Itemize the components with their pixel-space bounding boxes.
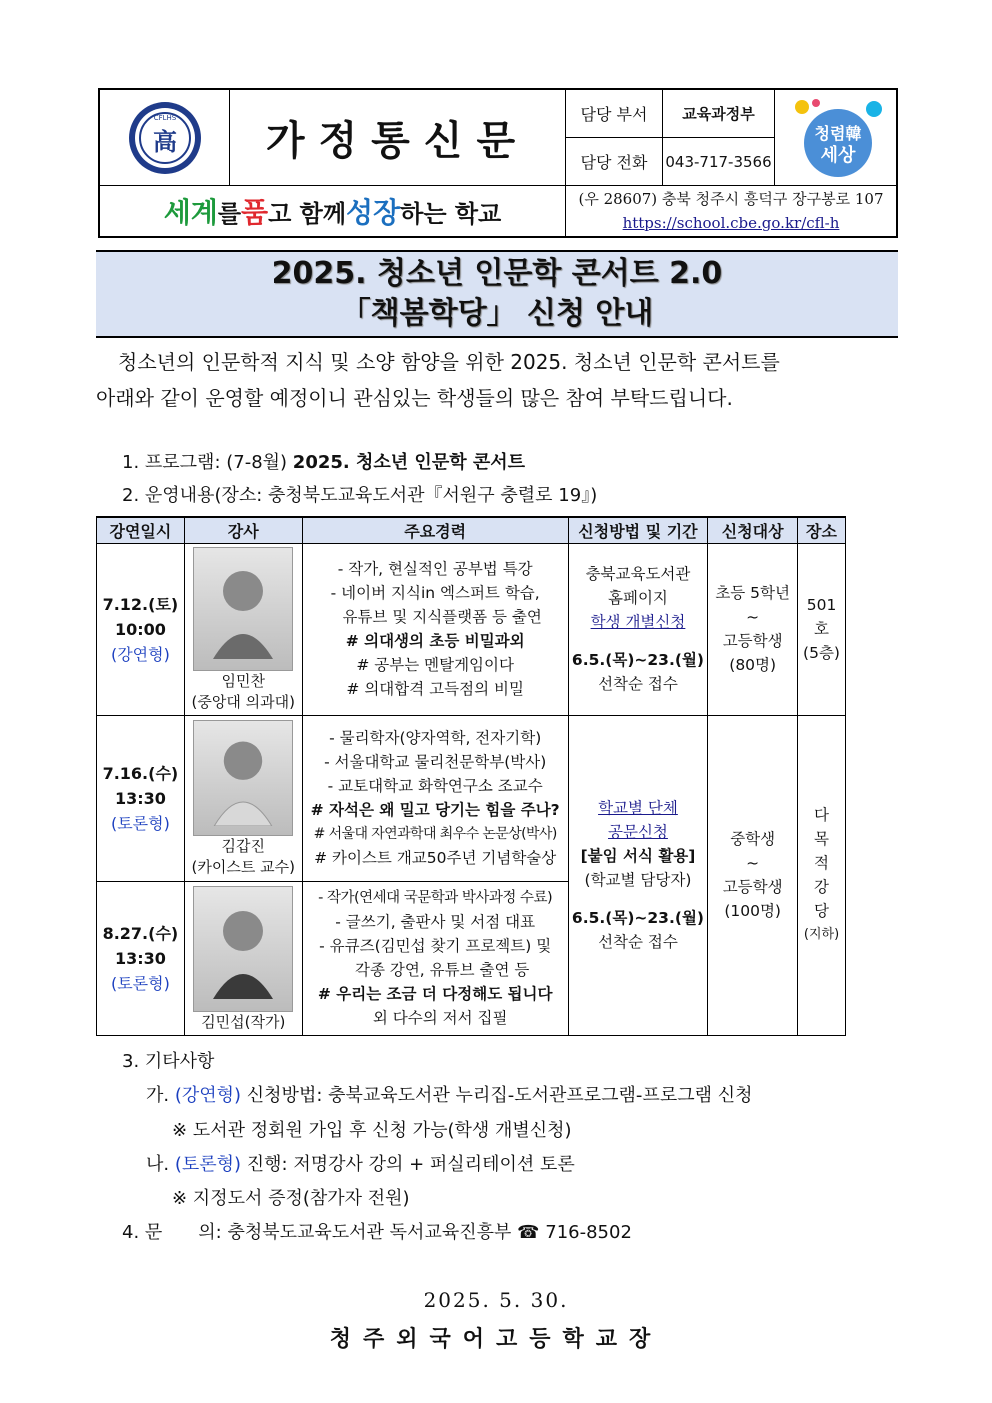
career-hash: # 자석은 왜 밀고 당기는 힘을 주나? [310,801,560,819]
document-title-cell [230,90,566,186]
col-header: 강사 [184,517,302,543]
col-header: 강연일시 [97,517,185,543]
col-header: 신청방법 및 기간 [568,517,708,543]
career-cell [302,543,568,715]
etc-item-b [146,1152,575,1178]
link-part: 학생 [590,613,626,631]
career-hash: # 의대생의 초등 비밀과외 [345,632,525,650]
target-line: 고등학생 [722,632,783,650]
apply-first-come: 선착순 접수 [598,933,678,951]
phone-label: 담당 전화 [566,138,663,186]
slogan-part: 하는 학교 [400,199,502,228]
slogan-part: 세계 [163,196,218,229]
career-cell [302,881,568,1035]
place-line: 다 [814,806,829,824]
career-line: - 네이버 지식in 엑스퍼트 학습, [330,584,540,602]
person-icon [208,559,278,659]
intro-line: 청소년의 인문학적 지식 및 소양 함양을 위한 2025. 청소년 인문학 콘서트를 [118,350,780,374]
lecture-type: (토론형) [110,813,170,833]
place-line: (5층) [803,644,840,662]
etc-prefix: 가. [146,1085,175,1106]
lecture-date-cell [97,881,185,1035]
school-emblem-icon [127,100,203,176]
place-line: 적 [814,854,829,872]
phone-value: 043-717-3566 [663,138,775,186]
notice-title-banner [96,250,898,338]
target-line: 중학생 [730,830,776,848]
etc-text: 신청방법: 충북교육도서관 누리집-도서관프로그램-프로그램 신청 [241,1085,753,1106]
school-address-cell [566,186,896,236]
lecturer-name: 김민섭(작가) [201,1012,286,1031]
place-cell [798,543,846,715]
target-line: (100명) [724,902,781,920]
career-line: - 교토대학교 화학연구소 조교수 [327,777,543,795]
target-line: 고등학생 [722,878,783,896]
col-header: 장소 [798,517,846,543]
apply-method-line: 홈페이지 [608,589,668,607]
lecturer-cell [184,543,302,715]
career-line: - 작가(연세대 국문학과 박사과정 수료) [318,890,553,906]
etc-prefix: 나. [146,1154,175,1175]
lecturer-cell [184,715,302,881]
career-line: - 작가, 현실적인 공부법 특강 [337,560,533,578]
banner-title-line2: 「책봄학당」 신청 안내 [340,296,654,331]
lecture-type: (강연형) [110,644,170,664]
etc-title: 3. 기타사항 [122,1051,215,1072]
target-line: ~ [746,608,760,626]
lecture-time: 13:30 [114,948,166,968]
apply-first-come: 선착순 접수 [598,675,678,693]
link-part: 개별신청 [625,613,686,631]
intro-paragraph [96,344,898,416]
group-apply-link[interactable]: 학교별 단체 [598,799,678,817]
issue-date: 2025. 5. 30. [423,1288,569,1312]
career-line: 유튜브 및 지식플랫폼 등 출연 [342,608,542,626]
apply-method-line: 충북교육도서관 [585,565,691,583]
career-hash: # 우리는 조금 더 다정해도 됩니다 [317,985,553,1003]
etc-text: 진행: 저명강사 강의 + 퍼실리테이션 토론 [241,1154,575,1175]
lecture-date-cell [97,543,185,715]
lecture-date: 7.12.(토) [102,594,179,614]
career-line: - 글쓰기, 출판사 및 서점 대표 [335,913,536,931]
document-title: 가정통신문 [265,117,530,164]
apply-method-cell [568,543,708,715]
lecturer-affiliation: (중앙대 의과대) [191,693,295,711]
school-slogan [100,186,566,236]
etc-type: (강연형) [174,1085,242,1106]
lecturer-cell [184,881,302,1035]
place-line: 501 [806,596,837,614]
apply-period: 6.5.(목)~23.(월) [571,909,704,927]
lecturer-name: 김갑진 [221,837,265,855]
school-address: (우 28607) 충북 청주시 흥덕구 장구봉로 107 [578,190,884,208]
target-cell [708,715,798,1035]
career-hash: # 의대합격 고득점의 비밀 [346,680,524,698]
intro-line: 아래와 같이 운영할 예정이니 관심있는 학생들의 많은 참여 부탁드립니다. [96,386,733,410]
item-program [122,450,525,476]
target-line: 초등 5학년 [715,584,790,602]
career-line: 외 다수의 저서 집필 [372,1009,508,1027]
person-icon [208,899,278,999]
place-line: 호 [814,620,829,638]
dept-label: 담당 부서 [566,90,663,138]
school-website-link[interactable]: https://school.cbe.go.kr/cfl-h [622,214,840,232]
lecturer-photo [193,886,293,1012]
career-line: - 서울대학교 물리천문학부(박사) [324,753,547,771]
svg-text:청렴韓: 청렴韓 [814,123,861,143]
col-header: 주요경력 [302,517,568,543]
letter-header [98,88,898,238]
lecturer-photo [193,547,293,671]
integrity-logo-icon [786,95,886,181]
lecture-date-cell [97,715,185,881]
career-hash: # 카이스트 개교50주년 기념학술상 [314,849,557,867]
lecture-date: 7.16.(수) [102,763,179,783]
lecturer-photo [193,720,293,836]
lecture-type: (토론형) [110,973,170,993]
item-operation: 2. 운영내용(장소: 충청북도교육도서관『서원구 충렬로 19』) [122,485,598,506]
lecture-time: 10:00 [114,619,166,639]
career-line: - 유큐즈(김민섭 찾기 프로젝트) 및 [319,937,552,955]
lecture-date: 8.27.(수) [102,923,179,943]
contact-line: 4. 문 의: 충청북도교육도서관 독서교육진흥부 ☎ 716-8502 [122,1222,632,1243]
career-hash: # 서울대 자연과학대 최우수 논문상(박사) [313,826,557,842]
apply-method-line: (학교별 담당자) [584,871,692,889]
slogan-part: 성장 [346,196,401,229]
table-row [97,715,846,881]
program-table [96,516,846,1036]
target-line: (80명) [729,656,777,674]
apply-period: 6.5.(목)~23.(월) [571,651,704,669]
career-cell [302,715,568,881]
etc-note-b: ※ 지정도서 증정(참가자 전원) [172,1188,410,1209]
etc-note-a: ※ 도서관 정회원 가입 후 신청 가능(학생 개별신청) [172,1120,572,1141]
slogan-part: 고 함께 [268,199,347,228]
principal-signature: 청주외국어고등학교장 [329,1326,663,1352]
school-emblem-cell [100,90,230,186]
etc-type: (토론형) [174,1154,242,1175]
col-header: 신청대상 [708,517,798,543]
item-program-title: 2025. 청소년 인문학 콘서트 [292,452,526,473]
table-row [97,543,846,715]
item-program-label: 1. 프로그램: (7-8월) [122,452,293,473]
place-line: 당 [814,902,829,920]
place-cell [798,715,846,1035]
table-header-row [97,517,846,543]
place-line: (지하) [803,927,840,942]
svg-text:高: 高 [152,126,177,156]
banner-title-line1: 2025. 청소년 인문학 콘서트 2.0 [271,256,723,291]
svg-text:세상: 세상 [820,144,855,166]
apply-method-cell [568,715,708,1035]
target-cell [708,543,798,715]
career-hash: # 공부는 멘탈게임이다 [356,656,514,674]
etc-item-a [146,1083,752,1109]
individual-apply-link[interactable] [569,610,708,634]
apply-method-line: [붙임 서식 활용] [580,847,696,865]
svg-text:CFLHS: CFLHS [153,113,176,122]
place-line: 목 [814,830,829,848]
slogan-part: 를 [217,199,242,228]
career-line: 각종 강연, 유튜브 출연 등 [354,961,530,979]
person-icon [208,730,278,826]
slogan-part: 품 [241,196,269,229]
official-letter-apply-link[interactable]: 공문신청 [608,823,668,841]
lecture-time: 13:30 [114,788,166,808]
career-line: - 물리학자(양자역학, 전자기학) [329,729,542,747]
lecturer-name: 임민찬 [221,672,265,690]
lecturer-affiliation: (카이스트 교수) [191,858,295,876]
integrity-brand-logo [775,90,896,186]
dept-value: 교육과정부 [663,90,775,138]
target-line: ~ [746,854,760,872]
place-line: 강 [814,878,829,896]
